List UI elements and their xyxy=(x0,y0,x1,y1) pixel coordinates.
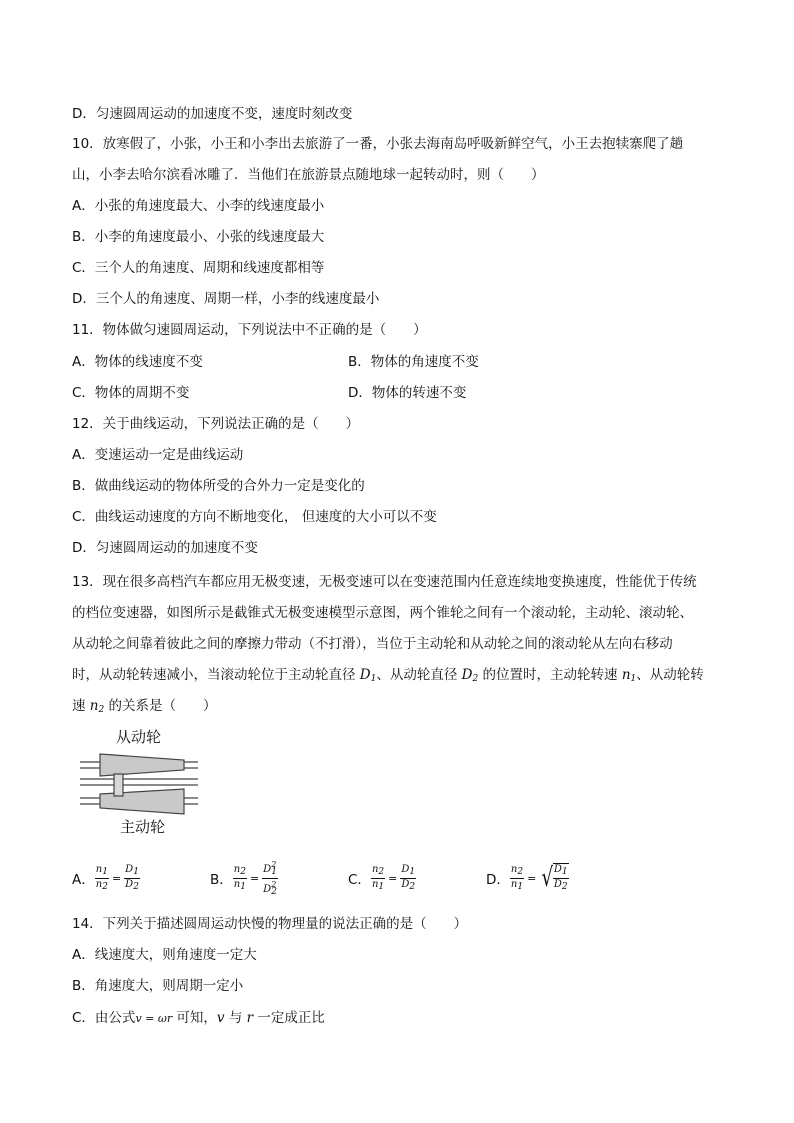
fraction-n2-n1: $\frac{n_2}{n_1}$ xyxy=(371,863,385,892)
q13-stem-line3: 从动轮之间靠着彼此之间的摩擦力带动（不打滑），当位于主动轮和从动轮之间的滚动轮从左向右移动 xyxy=(72,636,673,652)
rolling-wheel xyxy=(114,774,123,796)
q13-text: 的位置时，主动轮转速 xyxy=(478,667,622,683)
equals-sign: = xyxy=(249,871,260,885)
q13-option-d xyxy=(486,858,569,898)
fraction-d1sq-d2sq: $\frac{D^2_1}{D^2_2}$ xyxy=(263,859,278,897)
q14-stem: 14．下列关于描述圆周运动快慢的物理量的说法正确的是（ ） xyxy=(72,916,468,932)
q11-stem: 11．物体做匀速圆周运动，下列说法中不正确的是（ ） xyxy=(72,322,427,338)
fraction-n2-n1: $\frac{n_2}{n_1}$ xyxy=(510,863,524,892)
driving-cone xyxy=(100,789,184,814)
fraction-d1-d2: $\frac{D_1}{D_2}$ xyxy=(125,863,139,892)
symbol-n1: $n_1$ xyxy=(621,667,637,684)
q11-option-a: A．物体的线速度不变 xyxy=(72,354,203,370)
symbol-n2: $n_2$ xyxy=(89,698,105,715)
driven-wheel-label: 从动轮 xyxy=(116,728,162,746)
q10-option-d: D．三个人的角速度、周期一样，小李的线速度最小 xyxy=(72,291,380,307)
q10-stem-line2: 山，小李去哈尔滨看冰雕了．当他们在旅游景点随地球一起转动时，则（ ） xyxy=(72,167,545,183)
option-label: B． xyxy=(210,872,233,888)
q14-text: 可知， xyxy=(172,1010,217,1026)
q14-text: 与 xyxy=(224,1010,247,1026)
equals-sign: = xyxy=(111,871,122,885)
q12-option-d: D．匀速圆周运动的加速度不变 xyxy=(72,540,258,556)
q12-stem: 12．关于曲线运动，下列说法正确的是（ ） xyxy=(72,416,360,432)
q10-option-c: C．三个人的角速度、周期和线速度都相等 xyxy=(72,260,325,276)
equals-sign: = xyxy=(388,871,398,885)
q9-option-d: D．匀速圆周运动的加速度不变，速度时刻改变 xyxy=(72,106,353,122)
q13-option-c xyxy=(348,858,416,898)
q12-option-c: C．曲线运动速度的方向不断地变化， 但速度的大小可以不变 xyxy=(72,509,437,525)
q14-option-c xyxy=(72,1008,325,1029)
driven-cone xyxy=(100,754,184,776)
q11-option-d: D．物体的转速不变 xyxy=(348,385,467,401)
option-label: D． xyxy=(486,872,510,888)
symbol-r: r xyxy=(246,1010,254,1026)
q14-text: 一定成正比 xyxy=(253,1010,325,1026)
q12-option-b: B．做曲线运动的物体所受的合外力一定是变化的 xyxy=(72,478,365,494)
q11-option-c: C．物体的周期不变 xyxy=(72,385,190,401)
q10-option-a: A．小张的角速度最大、小李的线速度最小 xyxy=(72,198,325,214)
driving-wheel-label: 主动轮 xyxy=(120,818,166,836)
fraction-n1-n2: $\frac{n_1}{n_2}$ xyxy=(95,863,108,892)
q13-stem-line4 xyxy=(72,665,704,689)
fraction-d1-d2: $\frac{D_1}{D_2}$ xyxy=(401,863,416,892)
q14-text: C．由公式 xyxy=(72,1010,136,1026)
q13-text: 的关系是（ ） xyxy=(104,698,217,714)
q13-stem-line1: 13．现在很多高档汽车都应用无极变速，无极变速可以在变速范围内任意连续地变换速度，性能优于传统 xyxy=(72,574,697,590)
square-root xyxy=(539,863,568,893)
q14-option-b: B．角速度大，则周期一定小 xyxy=(72,978,244,994)
q13-option-b xyxy=(210,858,278,898)
fraction-d1-d2: $\frac{D_1}{D_2}$ xyxy=(553,864,568,892)
q13-text: 、从动轮直径 xyxy=(376,667,462,683)
q11-option-b: B．物体的角速度不变 xyxy=(348,354,479,370)
symbol-d1: $D_1$ xyxy=(359,667,377,684)
q14-option-a: A．线速度大，则角速度一定大 xyxy=(72,947,257,963)
formula-v-omega-r: v = ωr xyxy=(135,1012,173,1025)
symbol-d2: $D_2$ xyxy=(461,667,479,684)
fraction-n2-n1: $\frac{n_2}{n_1}$ xyxy=(233,863,246,892)
q13-text: 时，从动轮转速减小，当滚动轮位于主动轮直径 xyxy=(72,667,360,683)
q13-stem-line5 xyxy=(72,696,217,720)
q13-stem-line2: 的档位变速器，如图所示是截锥式无极变速模型示意图，两个锥轮之间有一个滚动轮，主动轮、滚动轮、 xyxy=(72,605,693,621)
q12-option-a: A．变速运动一定是曲线运动 xyxy=(72,447,244,463)
symbol-v: v xyxy=(216,1010,225,1026)
radical-sign: √ xyxy=(541,863,554,893)
q13-text: 、从动轮转 xyxy=(636,667,704,683)
cvt-figure xyxy=(76,746,202,816)
q10-option-b: B．小李的角速度最小、小张的线速度最大 xyxy=(72,229,325,245)
equals-sign: = xyxy=(527,871,537,885)
q13-option-a xyxy=(72,858,140,898)
q10-stem-line1: 10．放寒假了，小张，小王和小李出去旅游了一番，小张去海南岛呼吸新鲜空气，小王去抱犊寨爬了趟 xyxy=(72,136,684,152)
cvt-diagram xyxy=(76,726,202,838)
option-label: C． xyxy=(348,872,371,888)
option-label: A． xyxy=(72,872,95,888)
q13-text: 速 xyxy=(72,698,90,714)
